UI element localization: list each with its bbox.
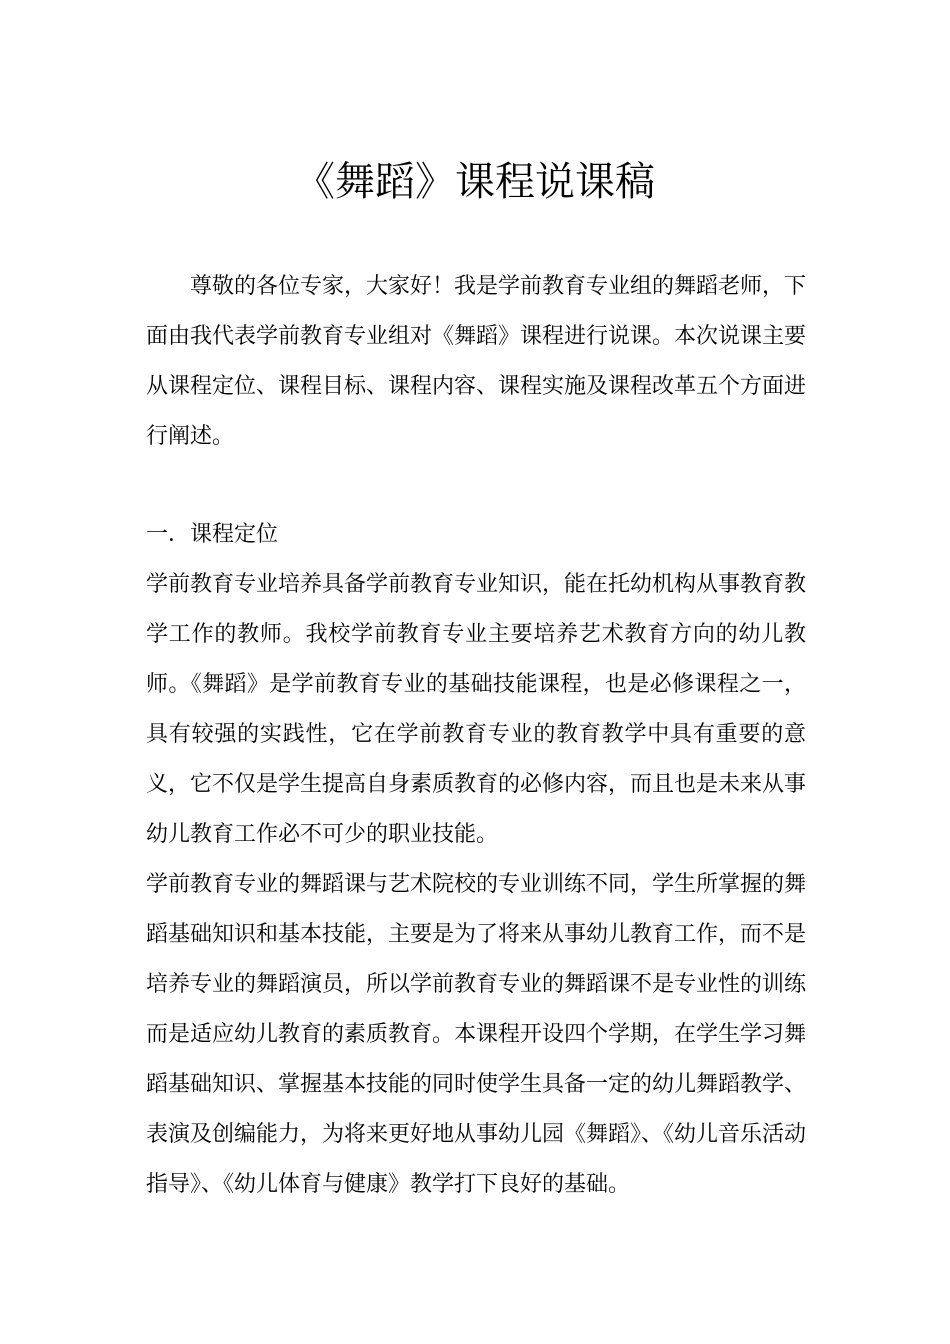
section1-paragraph-2: 学前教育专业的舞蹈课与艺术院校的专业训练不同，学生所掌握的舞蹈基础知识和基本技能，主要是为了将来从事幼儿教育工作，而不是培养专业的舞蹈演员，所以学前教育专业的舞蹈课不是专业性的训练而是适应幼儿教育的素质教育。本课程开设四个学期，在学生学习舞蹈基础知识、掌握基本技能的同时使学生具备一定的幼儿舞蹈教学、表演及创编能力，为将来更好地从事幼儿园《舞蹈》、《幼儿音乐活动指导》、《幼儿体育与健康》教学打下良好的基础。: [146, 872, 807, 1197]
section1-paragraph-1: 学前教育专业培养具备学前教育专业知识，能在托幼机构从事教育教学工作的教师。我校学前教育专业主要培养艺术教育方向的幼儿教师。《舞蹈》是学前教育专业的基础技能课程，也是必修课程之一，具有较强的实践性，它在学前教育专业的教育教学中具有重要的意义，它不仅是学生提高自身素质教育的必修内容，而且也是未来从事幼儿教育工作必不可少的职业技能。: [146, 572, 807, 847]
intro-paragraph: 尊敬的各位专家，大家好！我是学前教育专业组的舞蹈老师，下面由我代表学前教育专业组对《舞蹈》课程进行说课。本次说课主要从课程定位、课程目标、课程内容、课程实施及课程改革五个方面进行阐述。: [146, 274, 807, 449]
page-title: 《舞蹈》课程说课稿: [295, 159, 655, 205]
section-heading-course-positioning: 一．课程定位: [146, 522, 279, 547]
